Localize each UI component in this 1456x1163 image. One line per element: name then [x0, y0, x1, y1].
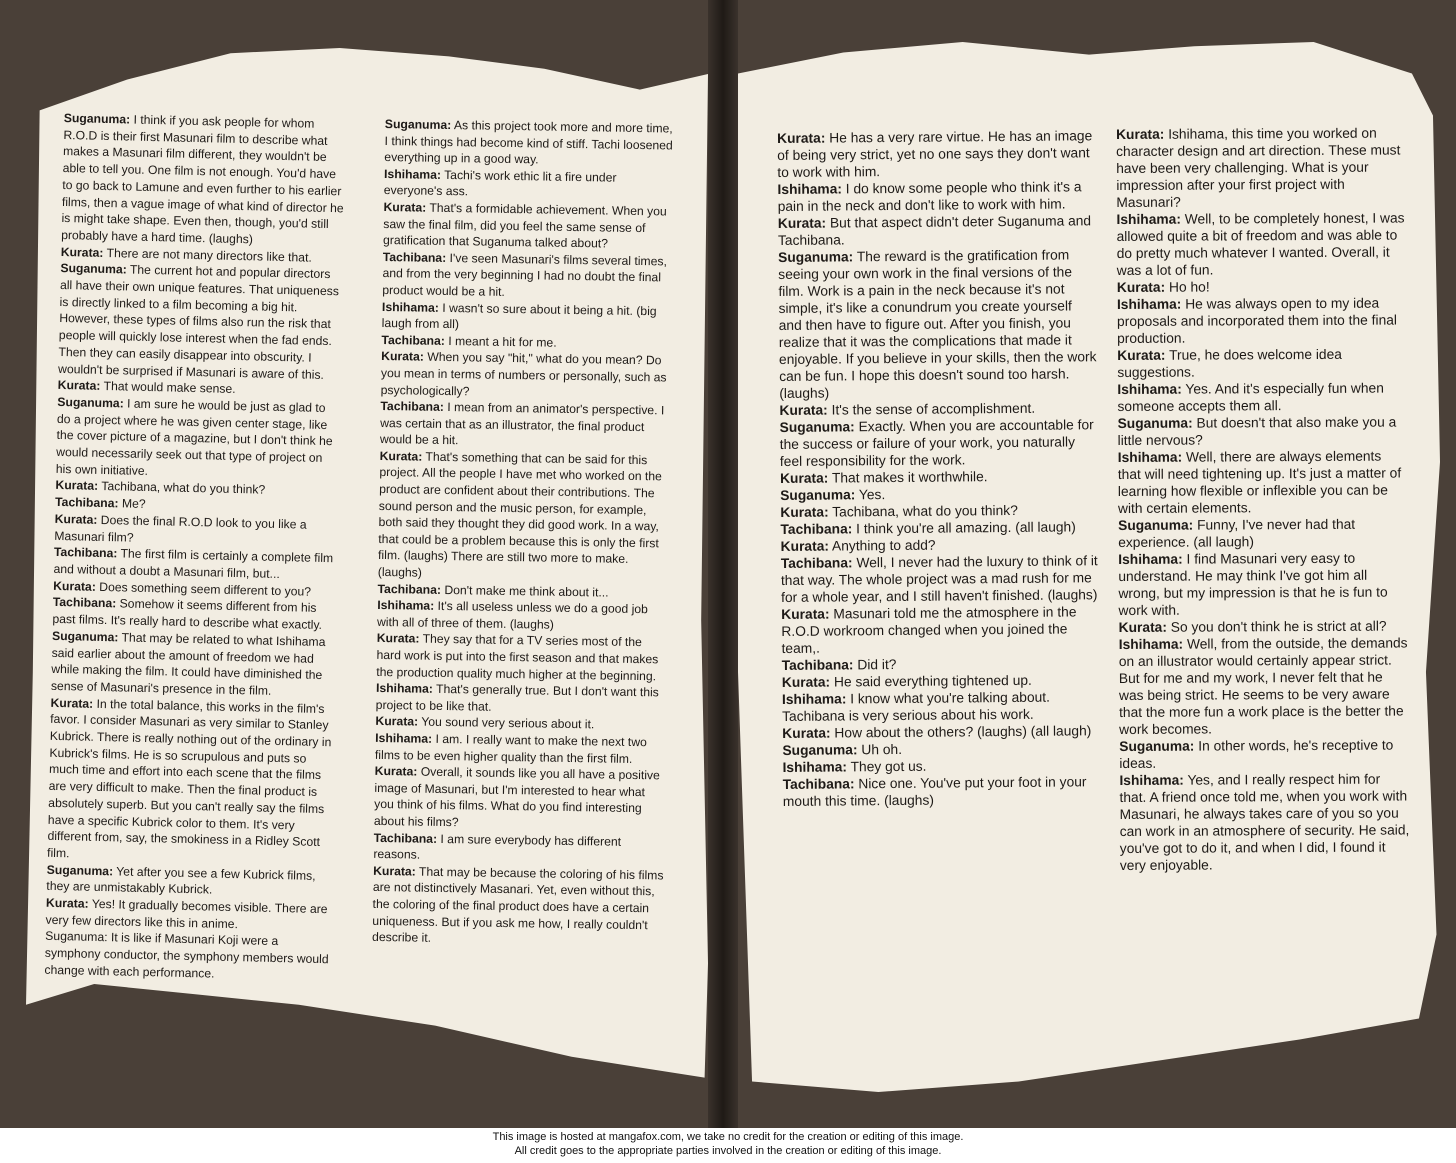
speech-text: Suganuma: It is like if Masunari Koji were a symphony conductor, the symphony members would change with each performance. [44, 929, 329, 981]
dialogue-line [384, 116, 677, 170]
speech-text: That makes it worthwhile. [828, 469, 988, 486]
speaker-name: Kurata: [57, 378, 101, 394]
speech-text: Exactly. When you are accountable for the success or failure of your work, you naturally feel responsibility for the work. [779, 417, 1094, 469]
dialogue-line [56, 394, 343, 484]
speaker-name: Ishihama: [782, 759, 848, 775]
speech-text: The first film is certainly a complete film and without a doubt a Masunari film, but... [53, 546, 334, 581]
dialogue-line [1119, 736, 1409, 772]
speech-text: Me? [118, 496, 146, 512]
speaker-name: Suganuma: [63, 110, 131, 127]
speech-text: Well, there are always elements that will need tightening up. It's just a matter of learning how flexible or inflexible you can be with certain elements. [1117, 448, 1402, 516]
interview-column-1 [44, 110, 349, 985]
speech-text: As this project took more and more time, I think things had become kind of stiff. Tachi loosened everything up in a good way. [384, 118, 673, 167]
speaker-name: Suganuma: [778, 249, 854, 265]
dialogue-line [1119, 770, 1410, 874]
dialogue-line [382, 249, 675, 303]
speech-text: There are not many directors like that. [103, 245, 312, 265]
speaker-name: Kurata: [1117, 347, 1166, 363]
dialogue-line [1116, 124, 1406, 211]
speaker-name: Kurata: [55, 478, 99, 494]
speaker-name: Ishihama: [1116, 211, 1181, 227]
speech-text: Tachi's work ethic lit a fire under everyone's ass. [383, 167, 617, 199]
speaker-name: Kurata: [782, 725, 831, 741]
dialogue-line [1117, 277, 1407, 296]
speech-text: That would make sense. [100, 379, 236, 397]
dialogue-line [372, 863, 665, 951]
speech-text: Anything to add? [828, 537, 936, 554]
dialogue-line [778, 212, 1096, 249]
speech-text: Masunari told me the atmosphere in the R.O.D workroom changed when you joined the team,. [781, 604, 1077, 656]
speech-text: Funny, I've never had that experience. (all laugh) [1118, 516, 1356, 550]
dialogue-line [377, 597, 669, 635]
speaker-name: Ishihama: [1119, 772, 1184, 788]
speaker-name: Kurata: [777, 130, 826, 146]
speaker-name: Suganuma: [60, 261, 127, 277]
speaker-name: Suganuma: [1117, 415, 1193, 431]
dialogue-line [376, 680, 668, 718]
speech-text: The reward is the gratification from seeing your own work in the final versions of the film. Work is a pain in the neck because it's not simple, it's like a conundrum you create yourself and then have to figure out. After you finish, you realize that it was the complications that made it enjoyable. If you believe in your skills, then the work can be fun. I hope this doesn't sound too harsh. (laughs) [778, 247, 1097, 401]
speaker-name: Suganuma: [779, 419, 855, 435]
dialogue-line [781, 603, 1099, 657]
speech-text: Yes, and I really respect him for that. A friend once told me, when you work with Masunari, he always takes care of you so you can work in an atmosphere of security. He said, you've got to do it, and when I did, I found it very enjoyable. [1119, 771, 1410, 873]
speaker-name: Tachibana: [781, 657, 854, 673]
speaker-name: Suganuma: [46, 862, 114, 878]
dialogue-line [1118, 413, 1408, 449]
speech-text: He said everything tightened up. [830, 672, 1032, 690]
speaker-name: Kurata: [45, 895, 89, 911]
speech-text: I think you're all amazing. (all laugh) [852, 519, 1076, 537]
speaker-name: Tachibana: [52, 595, 117, 611]
dialogue-line [1118, 447, 1408, 517]
speech-text: The current hot and popular directors all have their own unique features. That uniqueness is directly linked to a film becoming a big hit. However, these types of films also run the risk that people will quickly lose interest when the fad ends. Then they can easily disappear into obscurity. I wouldn't be surprised if Masunari is aware of this. [57, 262, 340, 382]
speaker-name: Tachibana: [380, 399, 444, 415]
speaker-name: Ishihama: [1118, 551, 1183, 567]
speech-text: Nice one. You've put your foot in your mouth this time. (laughs) [782, 774, 1087, 809]
speech-text: When you say "hit," what do you mean? Do you mean in terms of numbers or personally, such as psychologically? [380, 349, 667, 398]
speaker-name: Tachibana: [381, 332, 446, 348]
speaker-name: Ishihama: [381, 299, 440, 315]
speaker-name: Kurata: [376, 631, 420, 647]
dialogue-line [1116, 209, 1406, 279]
speech-text: That's generally true. But I don't want this project to be like that. [375, 682, 659, 714]
dialogue-line [1118, 515, 1408, 551]
speech-text: He was always open to my idea proposals and incorporated them into the final production. [1116, 295, 1398, 346]
speech-text: I mean from an animator's perspective. I was certain that as an illustrator, the final product would be a hit. [379, 400, 665, 448]
speaker-name: Suganuma: [384, 116, 452, 133]
speech-text: Yes. [855, 487, 886, 503]
speaker-name: Ishihama: [375, 681, 434, 697]
speech-text: I wasn't so sure about it being a hit. (big laugh from all) [381, 300, 657, 332]
speaker-name: Tachibana: [54, 495, 119, 511]
speaker-name: Tachibana: [780, 521, 853, 537]
speaker-name: Kurata: [50, 695, 94, 711]
speaker-name: Kurata: [381, 349, 425, 364]
speech-text: Tachibana, what do you think? [828, 502, 1018, 520]
speech-text: How about the others? (laughs) (all laugh) [830, 723, 1092, 741]
dialogue-line [1117, 294, 1407, 347]
hosting-credit-footer [0, 1130, 1456, 1158]
speaker-name: Kurata: [781, 674, 831, 690]
dialogue-line [778, 246, 1097, 402]
speech-text: But that aspect didn't deter Suganuma and Tachibana. [777, 213, 1092, 248]
speaker-name: Tachibana: [373, 830, 438, 846]
speech-text: Well, to be completely honest, I was allowed quite a bit of freedom and was able to do pretty much whatever I wanted. Overall, it was a lot of fun. [1116, 210, 1405, 278]
dialogue-line [782, 722, 1100, 742]
dialogue-line [383, 199, 676, 253]
speaker-name: Kurata: [383, 199, 427, 215]
speaker-name: Kurata: [779, 402, 828, 418]
speaker-name: Ishihama: [1118, 636, 1184, 652]
speech-text: So you don't think he is strict at all? [1166, 618, 1387, 635]
dialogue-line [781, 552, 1099, 606]
dialogue-line [1117, 379, 1407, 415]
speech-text: Yes. And it's especially fun when someone accepts them all. [1117, 380, 1384, 414]
dialogue-line [381, 348, 674, 402]
speech-text: That may be related to what Ishihama said earlier about the amount of freedom we had while making the film. It could have diminished the sense of Masunari's presence in the film. [50, 630, 326, 698]
dialogue-line [374, 763, 667, 834]
speech-text: I think if you ask people for whom R.O.D is their first Masunari film to describe what makes a Masunari film different, they wouldn't be able to tell you. One film is not enough. You'd have to go back to Lamune and even further to his earlier films, then a vague image of what kind of director he is might take shape. Even then, though, you'd still probably have a hard time. (laughs) [61, 112, 344, 247]
speech-text: That's a formidable achievement. When you saw the final film, did you feel the same sense of gratification that Suganuma talked about? [382, 200, 667, 251]
dialogue-line [61, 110, 349, 250]
speech-text: In the total balance, this works in the film's favor. I consider Masunari as very similar to Stanley Kubrick. There is really nothing out of the ordinary in Kubrick's films. He is so scrupulous and puts so much time and effort into each scene that the films are very difficult to make. Then the final product is absolutely superb. But you can't really say the films have a specific Kubrick color to them. It's very different from, say, the smokiness in a Ridley Scott film. [46, 696, 332, 861]
speech-text: In other words, he's receptive to ideas. [1119, 737, 1394, 771]
speaker-name: Kurata: [1118, 619, 1167, 635]
speaker-name: Kurata: [781, 606, 830, 622]
dialogue-line [376, 630, 669, 684]
dialogue-line [373, 829, 665, 867]
speaker-name: Kurata: [379, 448, 423, 464]
speech-text: Overall, it sounds like you all have a positive image of Masunari, but I'm interested to hear what you think of his films. What do you find interesting about his films? [373, 764, 660, 830]
dialogue-line [378, 448, 672, 585]
speaker-name: Kurata: [374, 764, 418, 779]
speaker-name: Tachibana: [377, 581, 442, 597]
speaker-name: Ishihama: [383, 166, 442, 182]
speaker-name: Kurata: [375, 714, 419, 729]
dialogue-line [1118, 549, 1408, 619]
speaker-name: Suganuma: [782, 742, 858, 758]
speech-text: But doesn't that also make you a little nervous? [1117, 414, 1397, 448]
dialogue-line [382, 299, 674, 337]
dialogue-line [44, 928, 330, 985]
speech-text: Don't make me think about it... [440, 582, 609, 600]
interview-column-3 [777, 127, 1101, 810]
speaker-name: Kurata: [777, 215, 827, 231]
speech-text: That may be because the coloring of his films are not distinctively Masanari. Yet, even without this, the coloring of the final product does have a certain uniqueness. But if you ask me how, I really couldn't describe it. [371, 864, 664, 945]
speech-text: Ho ho! [1165, 279, 1210, 295]
speaker-name: Kurata: [780, 504, 829, 520]
book-gutter [708, 0, 738, 1128]
speech-text: That's something that can be said for this project. All the people I have met who worked on the product are confident about their contributions. The sound person and the music person, for example, both said they thought they did good work. In a way, that could be a problem because this is only the first film. (laughs) There are still two more to make. (laughs) [377, 449, 662, 580]
dialogue-line [782, 688, 1100, 725]
speech-text: I am sure he would be just as glad to do a project where he was given center stage, like the cover picture of a magazine, but I don't think he would necessarily seek out that type of project on his own initiative. [55, 396, 333, 478]
interview-column-4 [1116, 124, 1410, 874]
speaker-name: Ishihama: [777, 181, 842, 197]
dialogue-line [47, 694, 336, 867]
dialogue-line [380, 398, 673, 452]
speaker-name: Kurata: [373, 863, 416, 879]
speaker-name: Suganuma: [57, 394, 124, 411]
dialogue-line [51, 628, 337, 701]
speech-text: It's the sense of accomplishment. [827, 400, 1036, 418]
speech-text: Does the final R.O.D look to you like a Masunari film? [54, 512, 307, 545]
speech-text: I am sure everybody has different reasons. [373, 831, 622, 862]
speech-text: Does something seem different to you? [95, 579, 312, 599]
speech-text: I am. I really want to make the next two films to be even higher quality than the first film. [374, 731, 647, 766]
dialogue-line [375, 730, 667, 768]
speech-text: You sound very serious about it. [418, 714, 595, 732]
speaker-name: Ishihama: [781, 691, 847, 707]
dialogue-line [384, 166, 676, 204]
speaker-name: Ishihama: [1117, 381, 1182, 397]
speech-text: I do know some people who think it's a pain in the neck and don't like to work with him. [777, 179, 1082, 214]
speaker-name: Kurata: [60, 244, 104, 260]
speaker-name: Tachibana: [382, 249, 447, 265]
speaker-name: Ishihama: [377, 598, 435, 614]
speaker-name: Kurata: [1116, 126, 1165, 142]
speaker-name: Suganuma: [1119, 738, 1195, 754]
speech-text: They got us. [846, 758, 927, 775]
speech-text: Tachibana, what do you think? [97, 479, 266, 498]
speaker-name: Tachibana: [782, 776, 855, 792]
speaker-name: Kurata: [54, 511, 98, 527]
speaker-name: Ishihama: [1117, 449, 1183, 465]
speech-text: I know what you're talking about. Tachibana is very serious about his work. [782, 689, 1051, 724]
speaker-name: Suganuma: [780, 487, 856, 503]
speech-text: True, he does welcome idea suggestions. [1117, 346, 1342, 380]
speech-text: Ishihama, this time you worked on character design and art direction. These must have been very challenging. What is your impression after your first project with Masunari? [1116, 125, 1401, 210]
speaker-name: Kurata: [779, 470, 829, 486]
speaker-name: Kurata: [780, 538, 829, 554]
speech-text: Yet after you see a few Kubrick films, they are unmistakably Kubrick. [46, 863, 316, 897]
speaker-name: Suganuma: [1118, 517, 1194, 533]
dialogue-line [1117, 345, 1407, 381]
speech-text: Yes! It gradually becomes visible. There are very few directors like this in anime. [45, 896, 328, 931]
dialogue-line [780, 518, 1098, 538]
footer-line-1: This image is hosted at mangafox.com, we take no credit for the creation or editing of this image. [492, 1131, 964, 1143]
speaker-name: Ishihama: [1116, 296, 1182, 312]
dialogue-line [58, 260, 346, 383]
speech-text: I find Masunari very easy to understand. He may think I've got him all wrong, but my impression is that he is fun to work with. [1118, 550, 1388, 618]
speech-text: It's all useless unless we do a good job with all of three of them. (laughs) [376, 599, 649, 632]
speech-text: He has a very rare virtue. He has an image of being very strict, yet no one says they don't want to work with him. [777, 128, 1093, 180]
interview-column-2 [372, 116, 677, 950]
dialogue-line [783, 773, 1101, 810]
speaker-name: Tachibana: [780, 555, 853, 571]
speech-text: I've seen Masunari's films several times, and from the very beginning I had no doubt the final product would be a hit. [382, 250, 668, 299]
speech-text: Well, from the outside, the demands on an illustrator would certainly appear strict. But for me and my work, I never felt that he was being strict. He seems to be very aware that the more fun a work place is the better the work becomes. [1118, 635, 1408, 737]
dialogue-line [1119, 634, 1410, 738]
speech-text: Well, I never had the luxury to think of it that way. The whole project was a mad rush for me for a whole year, and I still haven't finished. (laughs) [780, 553, 1098, 605]
speaker-name: Kurata: [1116, 279, 1166, 295]
speech-text: Did it? [853, 656, 897, 673]
speech-text: Uh oh. [857, 741, 903, 758]
speech-text: Somehow it seems different from his past films. It's really hard to describe what exactly. [52, 596, 323, 633]
dialogue-line [780, 416, 1098, 470]
dialogue-line [777, 178, 1095, 215]
speaker-name: Kurata: [53, 578, 97, 594]
dialogue-line [777, 127, 1095, 181]
dialogue-line [1119, 617, 1409, 636]
speaker-name: Tachibana: [53, 545, 118, 561]
footer-line-2: All credit goes to the appropriate parties involved in the creation or editing of this image. [514, 1145, 942, 1157]
speaker-name: Suganuma: [51, 628, 119, 645]
speech-text: They say that for a TV series most of the hard work is put into the first season and that makes the production quality much higher at the beginning. [376, 632, 659, 683]
speaker-name: Ishihama: [375, 730, 433, 746]
speech-text: I meant a hit for me. [444, 333, 557, 350]
